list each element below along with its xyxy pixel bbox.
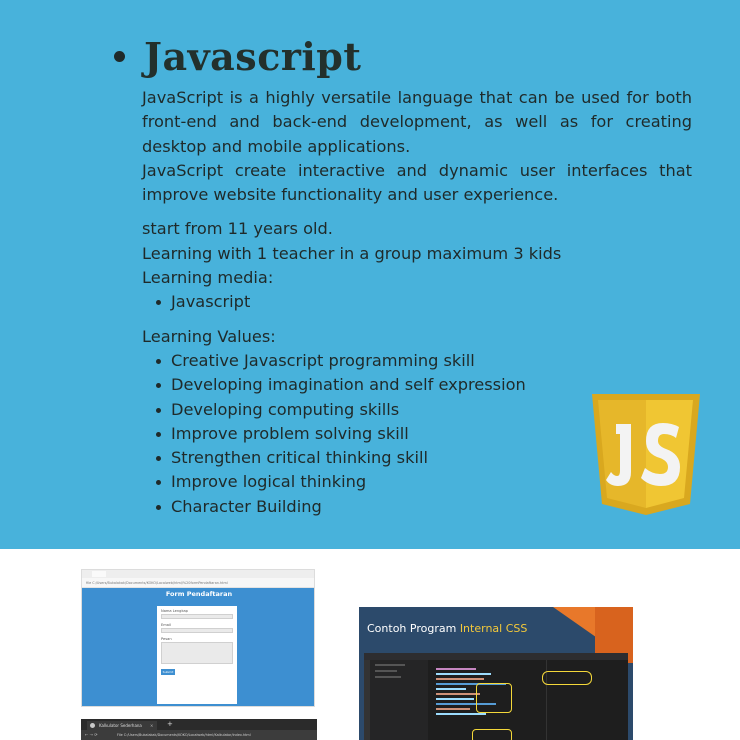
teacher-line: Learning with 1 teacher in a group maximum 3 kids [142, 243, 562, 263]
code-editor-image [364, 653, 628, 740]
field-label: Email [161, 623, 171, 627]
highlight-marker [542, 671, 592, 685]
name-input [161, 614, 233, 619]
list-item: Strengthen critical thinking skill [154, 446, 692, 470]
media-label: Learning media: [142, 268, 274, 288]
slide-title-accent: Internal CSS [459, 622, 528, 635]
close-icon: × [150, 723, 154, 728]
list-item: Developing computing skills [154, 398, 692, 422]
tab-favicon-icon [90, 723, 95, 728]
form-card [157, 606, 237, 704]
highlight-marker [472, 729, 512, 740]
internal-css-slide [359, 607, 633, 740]
highlight-marker [476, 683, 512, 713]
form-screenshot [81, 569, 315, 707]
tab-title: Kalkulator Sederhana [99, 723, 142, 728]
form-heading: Form Pendaftaran [165, 590, 233, 598]
browser-tab-bar [81, 719, 317, 730]
form-page [82, 588, 315, 707]
title-bullet-icon [114, 51, 125, 62]
description-paragraph-2: JavaScript create interactive and dynamic user interfaces that improve website functionality and user experience. [142, 160, 692, 205]
calculator-screenshot [81, 719, 317, 740]
browser-tab-bar [82, 570, 314, 578]
browser-url: File C:/Users/Bukalakak/Documents/KOKO/Localweb/html/Kalkulator/index.html [117, 733, 251, 737]
list-item: Javascript [154, 290, 692, 314]
browser-url-bar [81, 730, 317, 740]
js-logo-icon [592, 394, 700, 515]
slide-title [367, 622, 527, 635]
nav-arrows-icon: ← → ⟳ [85, 732, 98, 737]
values-label: Learning Values: [142, 326, 276, 346]
list-item: Creative Javascript programming skill [154, 349, 692, 373]
field-label: Pesan [161, 637, 172, 641]
section-title: Javascript [144, 33, 362, 79]
list-item: Developing imagination and self expression [154, 373, 692, 397]
age-line: start from 11 years old. [142, 219, 333, 239]
message-textarea [161, 642, 233, 664]
field-label: Nama Lengkap [161, 609, 188, 613]
browser-url: file C:/Users/Bukalakak/Documents/KOKO/Localweb/html/%20formPendaftaran.html [82, 578, 314, 588]
slide-title-main: Contoh Program [367, 622, 457, 635]
description-paragraph-1: JavaScript is a highly versatile language that can be used for both front-end and back-end development, as well as for creating desktop and mobile applications. [142, 88, 692, 156]
list-item: Character Building [154, 495, 692, 519]
media-list [142, 290, 692, 314]
list-item: Improve logical thinking [154, 470, 692, 494]
list-item: Improve problem solving skill [154, 422, 692, 446]
section-title-row [114, 28, 361, 84]
new-tab-icon: + [167, 720, 173, 728]
browser-tab [87, 721, 157, 730]
email-input [161, 628, 233, 633]
submit-button: Submit [162, 670, 174, 674]
